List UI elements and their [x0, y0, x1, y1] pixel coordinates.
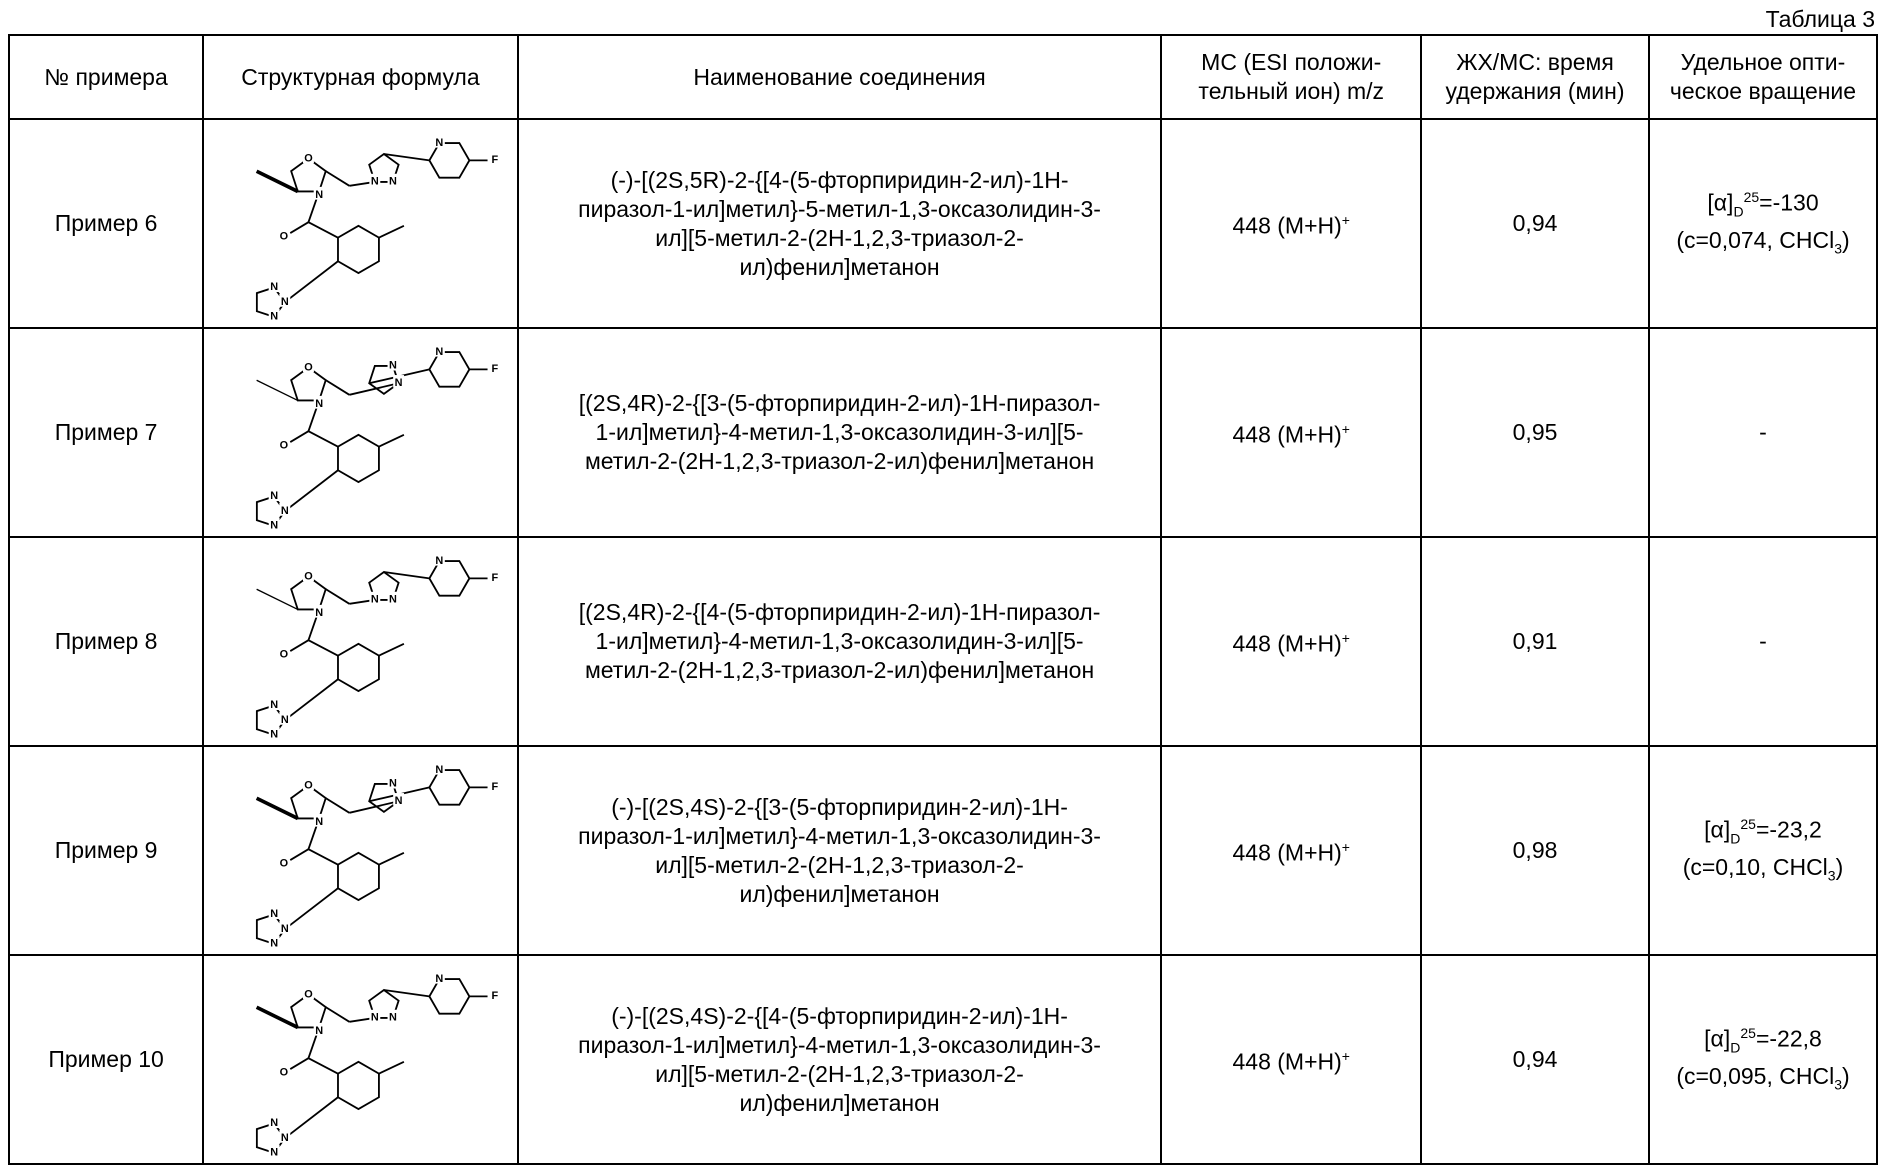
table-row [9, 955, 1877, 1164]
structural-formula [208, 751, 518, 951]
rotation-conditions-end: ) [1842, 227, 1850, 254]
compound-name-cell [518, 537, 1162, 746]
compound-name-cell [518, 119, 1162, 328]
oxygen-label: O [304, 151, 313, 164]
fluorine-label: F [491, 989, 499, 1002]
pyridine-n-label: N [435, 972, 444, 985]
header-example-no: № примера [9, 35, 203, 119]
ch2-bond [326, 171, 350, 186]
header-rotation [1649, 35, 1877, 119]
table-row [9, 119, 1877, 328]
rotation-conditions: (c=0,095, CHCl [1676, 1063, 1835, 1090]
ms-charge: + [1341, 212, 1350, 229]
ms-cell [1161, 537, 1421, 746]
rotation-temp: 25 [1743, 189, 1760, 206]
pyridine-n-label: N [435, 345, 444, 358]
header-compound-name: Наименование соединения [518, 35, 1162, 119]
carbonyl-oxygen-bond [290, 1058, 308, 1069]
carbonyl-aryl-bond [309, 1058, 339, 1073]
benzene-ring [338, 852, 379, 899]
ms-value: 448 (M+H) [1232, 1048, 1342, 1075]
ms-cell [1161, 746, 1421, 955]
optical-rotation-cell [1649, 746, 1877, 955]
compound-name-line: пиразол-1-ил]метил}-4-метил-1,3-оксазолидин-3- [578, 822, 1101, 849]
rotation-sub: D [1730, 1039, 1741, 1056]
rotation-sub: D [1733, 203, 1744, 220]
ms-value: 448 (M+H) [1232, 839, 1342, 866]
example-cell: Пример 10 [9, 955, 203, 1164]
ch2-bond [326, 798, 350, 813]
compound-name-line: ил][5-метил-2-(2H-1,2,3-триазол-2- [655, 851, 1024, 878]
aryl-methyl-bond [379, 852, 404, 864]
rotation-alpha: [α] [1707, 189, 1734, 216]
rotation-value: =-23,2 [1755, 816, 1822, 843]
triazole-n3-label: N [270, 728, 279, 741]
structure-cell [203, 537, 517, 746]
ms-cell [1161, 328, 1421, 537]
pyrazole-n2-label: N [389, 593, 398, 606]
aryl-methyl-bond [379, 1061, 404, 1073]
triazole-n1-label: N [270, 698, 279, 711]
header-ms [1161, 35, 1421, 119]
fluorine-label: F [491, 153, 499, 166]
table-caption: Таблица 3 [1765, 6, 1875, 32]
compound-name-line: (-)-[(2S,5R)-2-{[4-(5-фторпиридин-2-ил)-1H- [610, 166, 1069, 193]
header-lcms-line1: ЖХ/МС: время [1456, 49, 1614, 75]
pyrazole-n1-label: N [371, 593, 379, 606]
compound-name-line: ил][5-метил-2-(2H-1,2,3-триазол-2- [655, 224, 1024, 251]
carbonyl-oxygen-bond [290, 849, 308, 860]
rotation-conditions: (c=0,10, CHCl [1682, 854, 1828, 881]
nitrogen-label: N [315, 606, 324, 619]
triazole-n1-label: N [270, 1116, 279, 1129]
compound-name-line: ил)фенил]метанон [739, 253, 940, 280]
triazole-n2-label: N [281, 713, 289, 726]
aryl-triazole-bond [285, 470, 338, 511]
benzene-ring [338, 434, 379, 481]
rotation-alpha: [α] [1704, 1025, 1731, 1052]
header-ms-line1: МС (ESI положи- [1201, 49, 1382, 75]
aryl-methyl-bond [379, 643, 404, 655]
oxygen-label: O [304, 987, 313, 1000]
ms-charge: + [1341, 421, 1350, 438]
carbonyl-o-label: O [279, 647, 289, 660]
retention-time-cell: 0,98 [1421, 746, 1649, 955]
triazole-n1-label: N [270, 907, 279, 920]
header-ms-line2: тельный ион) m/z [1198, 78, 1385, 104]
pyrazole-n2-label: N [389, 359, 398, 372]
structure-cell [203, 746, 517, 955]
pyrazole-n2-label: N [389, 175, 398, 188]
carbonyl-o-label: O [279, 856, 289, 869]
aryl-triazole-bond [285, 261, 338, 302]
table-row [9, 328, 1877, 537]
fluorine-label: F [491, 362, 499, 375]
rotation-conditions-sub: 3 [1834, 1076, 1842, 1093]
table-row [9, 537, 1877, 746]
rotation-value: =-22,8 [1755, 1025, 1822, 1052]
retention-time-cell: 0,94 [1421, 955, 1649, 1164]
rotation-conditions-sub: 3 [1827, 867, 1836, 884]
fluorine-label: F [491, 571, 499, 584]
example-cell: Пример 7 [9, 328, 203, 537]
carbonyl-oxygen-bond [290, 431, 308, 442]
fluorine-label: F [491, 780, 499, 793]
aryl-triazole-bond [285, 1097, 338, 1138]
benzene-ring [338, 643, 379, 690]
ms-charge: + [1341, 630, 1350, 647]
ms-cell [1161, 119, 1421, 328]
compound-name-line: пиразол-1-ил]метил}-5-метил-1,3-оксазолидин-3- [578, 195, 1101, 222]
compound-name-line: метил-2-(2H-1,2,3-триазол-2-ил)фенил]метанон [584, 448, 1095, 474]
carbonyl-aryl-bond [309, 640, 339, 655]
nitrogen-label: N [315, 1024, 324, 1037]
header-rotation-line1: Удельное опти- [1680, 49, 1846, 75]
ms-charge: + [1341, 1048, 1350, 1065]
retention-time-cell: 0,95 [1421, 328, 1649, 537]
compound-name-line: (-)-[(2S,4S)-2-{[3-(5-фторпиридин-2-ил)-1H- [611, 793, 1068, 820]
rotation-sub: D [1730, 830, 1741, 847]
table-row [9, 746, 1877, 955]
rotation-value: =-130 [1759, 189, 1819, 216]
structural-formula [208, 542, 518, 742]
rotation-conditions-sub: 3 [1834, 240, 1842, 257]
structural-formula [208, 333, 518, 533]
ch2-bond [326, 1007, 350, 1022]
optical-rotation-cell [1649, 955, 1877, 1164]
rotation-conditions: (c=0,074, CHCl [1676, 227, 1835, 254]
benzene-ring [338, 225, 379, 272]
pyrazole-n1-label: N [394, 376, 403, 389]
compound-name-line: ил][5-метил-2-(2H-1,2,3-триазол-2- [655, 1060, 1024, 1087]
ch2-bond [326, 589, 350, 604]
carbonyl-aryl-bond [309, 222, 339, 237]
pyrazole-n1-label: N [371, 175, 379, 188]
pyrazole-n2-label: N [389, 1011, 398, 1024]
pyrazole-n1-label: N [371, 1011, 379, 1024]
triazole-n3-label: N [270, 310, 279, 323]
triazole-n1-label: N [270, 280, 279, 293]
aryl-triazole-bond [285, 888, 338, 929]
compound-name-line: (-)-[(2S,4S)-2-{[4-(5-фторпиридин-2-ил)-1H- [611, 1002, 1068, 1029]
rotation-alpha: [α] [1704, 816, 1731, 843]
aryl-triazole-bond [285, 679, 338, 720]
pyrazole-n2-label: N [389, 777, 398, 790]
oxygen-label: O [304, 360, 313, 373]
rotation-temp: 25 [1740, 1025, 1756, 1042]
carbonyl-oxygen-bond [290, 640, 308, 651]
optical-rotation-cell: - [1649, 537, 1877, 746]
triazole-n2-label: N [281, 1131, 289, 1144]
header-lcms-line2: удержания (мин) [1445, 78, 1625, 104]
structural-formula [208, 960, 518, 1160]
optical-rotation-cell [1649, 119, 1877, 328]
ms-value: 448 (M+H) [1232, 630, 1342, 657]
carbonyl-o-label: O [279, 1065, 289, 1078]
compound-name-cell [518, 328, 1162, 537]
pyridine-n-label: N [435, 763, 444, 776]
triazole-n2-label: N [281, 295, 289, 308]
oxygen-label: O [304, 778, 313, 791]
carbonyl-o-label: O [279, 229, 289, 242]
triazole-n2-label: N [281, 922, 289, 935]
ch2-bond [326, 380, 350, 395]
triazole-n3-label: N [270, 937, 279, 950]
carbonyl-aryl-bond [309, 431, 339, 446]
benzene-ring [338, 1061, 379, 1108]
compound-name-cell [518, 955, 1162, 1164]
nitrogen-label: N [315, 188, 324, 201]
ms-charge: + [1341, 839, 1350, 856]
structure-cell [203, 955, 517, 1164]
compound-name-line: пиразол-1-ил]метил}-4-метил-1,3-оксазолидин-3- [578, 1031, 1101, 1058]
nitrogen-label: N [315, 815, 324, 828]
triazole-n3-label: N [270, 1146, 279, 1159]
ms-value: 448 (M+H) [1232, 212, 1342, 239]
pyridine-n-label: N [435, 136, 444, 149]
triazole-n1-label: N [270, 489, 279, 502]
rotation-conditions-end: ) [1842, 1063, 1850, 1090]
carbonyl-aryl-bond [309, 849, 339, 864]
header-rotation-line2: ческое вращение [1669, 78, 1857, 104]
triazole-n2-label: N [281, 504, 289, 517]
optical-rotation-cell: - [1649, 328, 1877, 537]
compound-name-line: ил)фенил]метанон [739, 1089, 940, 1116]
retention-time-cell: 0,94 [1421, 119, 1649, 328]
rotation-temp: 25 [1740, 816, 1756, 833]
structure-cell [203, 328, 517, 537]
aryl-methyl-bond [379, 434, 404, 446]
example-cell: Пример 8 [9, 537, 203, 746]
compound-name-line: 1-ил]метил}-4-метил-1,3-оксазолидин-3-ил][5- [595, 419, 1084, 445]
header-row [9, 35, 1877, 119]
compound-name-line: [(2S,4R)-2-{[4-(5-фторпиридин-2-ил)-1H-пиразол- [578, 599, 1101, 625]
structural-formula [208, 124, 518, 324]
compound-name-line: ил)фенил]метанон [739, 880, 940, 907]
oxygen-label: O [304, 569, 313, 582]
compound-name-line: [(2S,4R)-2-{[3-(5-фторпиридин-2-ил)-1H-пиразол- [578, 390, 1101, 416]
header-lcms [1421, 35, 1649, 119]
carbonyl-o-label: O [279, 438, 289, 451]
retention-time-cell: 0,91 [1421, 537, 1649, 746]
ms-cell [1161, 955, 1421, 1164]
compound-table [8, 34, 1878, 1165]
structure-cell [203, 119, 517, 328]
example-cell: Пример 9 [9, 746, 203, 955]
example-cell: Пример 6 [9, 119, 203, 328]
compound-name-line: метил-2-(2H-1,2,3-триазол-2-ил)фенил]метанон [584, 657, 1095, 683]
pyrazole-n1-label: N [394, 794, 403, 807]
rotation-conditions-end: ) [1835, 854, 1844, 881]
ms-value: 448 (M+H) [1232, 421, 1342, 448]
carbonyl-oxygen-bond [290, 222, 308, 233]
triazole-n3-label: N [270, 519, 279, 532]
nitrogen-label: N [315, 397, 324, 410]
compound-name-cell [518, 746, 1162, 955]
header-structure: Структурная формула [203, 35, 517, 119]
aryl-methyl-bond [379, 225, 404, 237]
pyridine-n-label: N [435, 554, 444, 567]
compound-name-line: 1-ил]метил}-4-метил-1,3-оксазолидин-3-ил][5- [595, 628, 1084, 654]
